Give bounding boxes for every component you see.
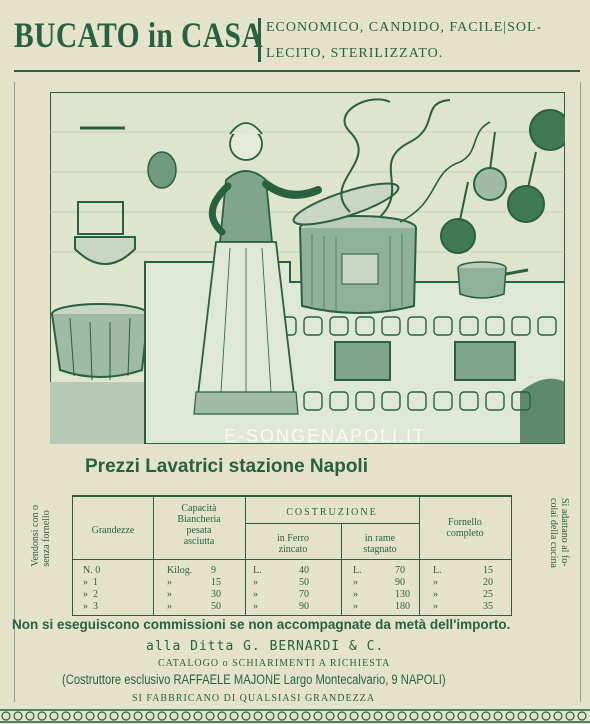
company-name: alla Ditta G. BERNARDI & C.: [146, 639, 385, 654]
table-cell-size: » 3: [83, 601, 98, 612]
manufacturer-line: (Costruttore esclusivo RAFFAELE MAJONE Largo Montecalvario, 9 NAPOLI): [62, 672, 446, 687]
stove-door-right: [455, 342, 515, 380]
price-heading: Prezzi Lavatrici stazione Napoli: [85, 456, 368, 477]
header-capacita: Capacità Biancheria pesata asciutta: [177, 503, 221, 547]
stove-door-left: [335, 342, 390, 380]
table-cell-rame-prefix: »: [353, 577, 358, 588]
table-cell-forn-prefix: »: [433, 601, 438, 612]
table-cell-cap: 15: [211, 577, 221, 588]
table-cell-ferro-prefix: »: [253, 601, 258, 612]
header-grandezze: Grandezze: [91, 525, 135, 536]
table-cell-ferro: 40: [299, 565, 309, 576]
right-frame-line: [580, 82, 581, 702]
decorative-border: [0, 708, 590, 724]
table-cell-forn: 25: [483, 589, 493, 600]
header-fornello: Fornello completo: [446, 517, 484, 539]
table-cell-ferro: 90: [299, 601, 309, 612]
price-table: [72, 495, 512, 616]
table-cell-forn-prefix: »: [433, 577, 438, 588]
table-cell-ferro: 50: [299, 577, 309, 588]
table-cell-size: N. 0: [83, 565, 101, 576]
table-cell-ferro-prefix: »: [253, 577, 258, 588]
table-cell-size: » 1: [83, 577, 98, 588]
table-cell-rame: 90: [395, 577, 405, 588]
table-cell-cap-prefix: »: [167, 589, 172, 600]
size-note: SI FABBRICANO DI QUALSIASI GRANDEZZA: [132, 693, 376, 704]
table-cell-ferro: 70: [299, 589, 309, 600]
table-cell-rame-prefix: »: [353, 589, 358, 600]
watermark-text: E-SONGENAPOLI.IT: [224, 426, 427, 446]
subtitle-line-2: LECITO, STERILIZZATO.: [266, 46, 444, 61]
table-cell-rame: 70: [395, 565, 405, 576]
table-cell-rame: 180: [395, 601, 410, 612]
notice-text: Non si eseguiscono commissioni se non accompagnate da metà dell'importo.: [12, 617, 511, 632]
wooden-tub: [52, 314, 148, 377]
ad-title: BUCATO in CASA: [14, 15, 264, 55]
header-costruzione: COSTRUZIONE: [286, 507, 378, 518]
side-note-right: Si adattano al fo- colai della cucina: [548, 498, 570, 568]
table-cell-cap: 9: [211, 565, 216, 576]
table-cell-forn: 35: [483, 601, 493, 612]
header-rule: [14, 70, 580, 72]
table-cell-rame-prefix: »: [353, 601, 358, 612]
header-rame: in rame stagnato: [363, 533, 397, 555]
table-cell-cap: 50: [211, 601, 221, 612]
table-cell-size: » 2: [83, 589, 98, 600]
laundry-woman-illustration: [50, 92, 565, 444]
table-cell-cap: 30: [211, 589, 221, 600]
table-cell-forn: 15: [483, 565, 493, 576]
header-ferro: in Ferro zincato: [277, 533, 309, 555]
table-cell-forn-prefix: L.: [433, 565, 442, 576]
side-note-left: Vendonsi con o senza fornello: [30, 505, 52, 567]
table-cell-cap-prefix: Kilog.: [167, 565, 193, 576]
table-cell-forn: 20: [483, 577, 493, 588]
table-cell-forn-prefix: »: [433, 589, 438, 600]
left-frame-line: [14, 82, 15, 702]
table-cell-cap-prefix: »: [167, 577, 172, 588]
table-cell-ferro-prefix: L.: [253, 565, 262, 576]
table-cell-ferro-prefix: »: [253, 589, 258, 600]
subtitle-line-1: ECONOMICO, CANDIDO, FACILE|SOL-: [266, 20, 543, 35]
table-cell-cap-prefix: »: [167, 601, 172, 612]
catalog-note: CATALOGO o SCHIARIMENTI A RICHIESTA: [158, 658, 391, 669]
table-cell-rame-prefix: L.: [353, 565, 362, 576]
table-cell-rame: 130: [395, 589, 410, 600]
